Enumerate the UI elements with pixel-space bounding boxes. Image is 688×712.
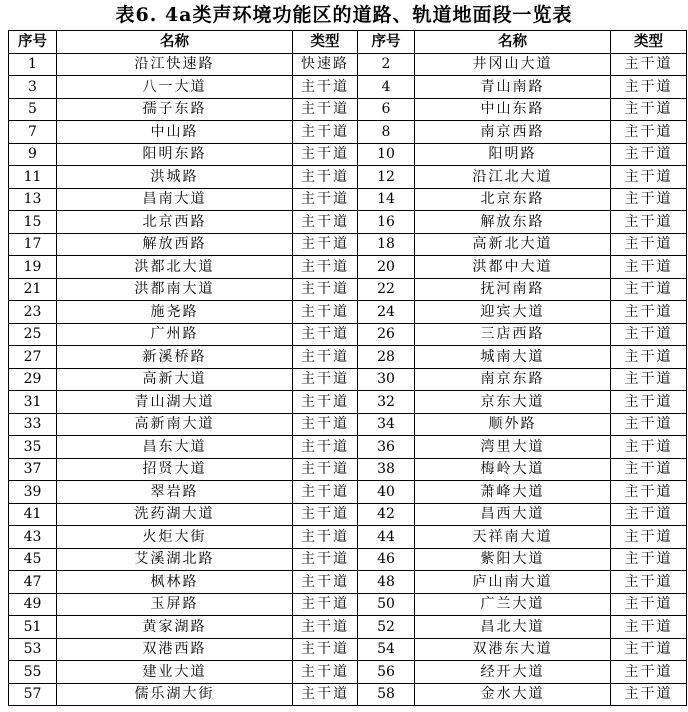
table-row	[9, 323, 687, 346]
header-name-right: 名称	[415, 31, 611, 54]
road-name-left: 北京西路	[57, 211, 293, 234]
table-row	[9, 593, 687, 616]
table-row	[9, 98, 687, 121]
road-name-left: 高新大道	[57, 368, 293, 391]
road-name-right: 广兰大道	[415, 593, 611, 616]
road-number-left: 55	[9, 661, 57, 684]
road-name-right: 城南大道	[415, 346, 611, 369]
road-number-right: 10	[358, 143, 415, 166]
road-name-left: 施尧路	[57, 301, 293, 324]
road-number-right: 34	[358, 413, 415, 436]
road-name-right: 萧峰大道	[415, 481, 611, 504]
road-number-right: 38	[358, 458, 415, 481]
road-name-left: 双港西路	[57, 638, 293, 661]
road-type-left: 主干道	[293, 503, 358, 526]
road-number-right: 48	[358, 571, 415, 594]
road-name-left: 孺子东路	[57, 98, 293, 121]
road-type-right: 主干道	[611, 481, 687, 504]
road-type-right: 主干道	[611, 188, 687, 211]
road-type-left: 主干道	[293, 436, 358, 459]
road-type-left: 主干道	[293, 346, 358, 369]
table-row	[9, 166, 687, 189]
road-type-left: 主干道	[293, 278, 358, 301]
road-number-right: 6	[358, 98, 415, 121]
road-type-right: 主干道	[611, 593, 687, 616]
road-type-right: 主干道	[611, 323, 687, 346]
table-row	[9, 188, 687, 211]
header-number-left: 序号	[9, 31, 57, 54]
road-name-right: 青山南路	[415, 76, 611, 99]
table-row	[9, 53, 687, 76]
road-name-left: 儒乐湖大街	[57, 683, 293, 706]
road-number-right: 44	[358, 526, 415, 549]
road-number-left: 29	[9, 368, 57, 391]
table-row	[9, 121, 687, 144]
road-name-left: 新溪桥路	[57, 346, 293, 369]
road-number-right: 58	[358, 683, 415, 706]
road-number-left: 3	[9, 76, 57, 99]
road-type-right: 主干道	[611, 661, 687, 684]
table-row	[9, 76, 687, 99]
road-type-right: 主干道	[611, 436, 687, 459]
table-row	[9, 143, 687, 166]
table-row	[9, 368, 687, 391]
road-number-right: 52	[358, 616, 415, 639]
road-type-left: 主干道	[293, 391, 358, 414]
header-type-right: 类型	[611, 31, 687, 54]
table-row	[9, 571, 687, 594]
road-name-right: 双港东大道	[415, 638, 611, 661]
table-row	[9, 458, 687, 481]
road-name-right: 顺外路	[415, 413, 611, 436]
road-type-right: 主干道	[611, 368, 687, 391]
road-name-right: 阳明路	[415, 143, 611, 166]
road-number-left: 35	[9, 436, 57, 459]
road-type-left: 主干道	[293, 256, 358, 279]
table-row	[9, 683, 687, 706]
road-number-right: 8	[358, 121, 415, 144]
road-type-right: 主干道	[611, 458, 687, 481]
table-row	[9, 256, 687, 279]
road-number-right: 26	[358, 323, 415, 346]
road-number-left: 37	[9, 458, 57, 481]
road-type-left: 主干道	[293, 683, 358, 706]
road-type-left: 主干道	[293, 368, 358, 391]
road-name-left: 青山湖大道	[57, 391, 293, 414]
road-number-left: 57	[9, 683, 57, 706]
road-number-right: 22	[358, 278, 415, 301]
road-number-left: 9	[9, 143, 57, 166]
road-type-right: 主干道	[611, 53, 687, 76]
road-name-left: 枫林路	[57, 571, 293, 594]
table-row	[9, 391, 687, 414]
road-name-right: 经开大道	[415, 661, 611, 684]
road-name-right: 中山东路	[415, 98, 611, 121]
road-type-left: 主干道	[293, 188, 358, 211]
road-number-left: 15	[9, 211, 57, 234]
road-type-left: 主干道	[293, 98, 358, 121]
road-type-left: 主干道	[293, 616, 358, 639]
road-name-left: 沿江快速路	[57, 53, 293, 76]
road-name-right: 湾里大道	[415, 436, 611, 459]
road-type-right: 主干道	[611, 683, 687, 706]
road-number-left: 49	[9, 593, 57, 616]
road-name-left: 广州路	[57, 323, 293, 346]
road-type-right: 主干道	[611, 211, 687, 234]
road-name-left: 玉屏路	[57, 593, 293, 616]
table-row	[9, 436, 687, 459]
road-number-right: 42	[358, 503, 415, 526]
road-name-right: 梅岭大道	[415, 458, 611, 481]
road-number-left: 33	[9, 413, 57, 436]
road-name-left: 翠岩路	[57, 481, 293, 504]
road-type-left: 主干道	[293, 458, 358, 481]
road-type-right: 主干道	[611, 548, 687, 571]
road-number-left: 13	[9, 188, 57, 211]
road-number-right: 20	[358, 256, 415, 279]
road-name-left: 中山路	[57, 121, 293, 144]
road-name-left: 建业大道	[57, 661, 293, 684]
table-row	[9, 278, 687, 301]
road-number-left: 39	[9, 481, 57, 504]
road-type-left: 主干道	[293, 638, 358, 661]
road-type-right: 主干道	[611, 301, 687, 324]
table-row	[9, 616, 687, 639]
road-name-right: 金水大道	[415, 683, 611, 706]
road-name-left: 洗药湖大道	[57, 503, 293, 526]
table-row	[9, 661, 687, 684]
road-number-right: 30	[358, 368, 415, 391]
road-name-left: 解放西路	[57, 233, 293, 256]
road-name-left: 洪都南大道	[57, 278, 293, 301]
road-name-right: 北京东路	[415, 188, 611, 211]
table-row	[9, 211, 687, 234]
table-title: 表6. 4a类声环境功能区的道路、轨道地面段一览表	[115, 4, 573, 26]
road-number-left: 51	[9, 616, 57, 639]
table-row	[9, 301, 687, 324]
road-name-left: 火炬大街	[57, 526, 293, 549]
road-number-right: 50	[358, 593, 415, 616]
road-number-left: 1	[9, 53, 57, 76]
road-name-right: 昌西大道	[415, 503, 611, 526]
road-number-right: 36	[358, 436, 415, 459]
road-type-left: 主干道	[293, 211, 358, 234]
road-type-right: 主干道	[611, 256, 687, 279]
table-row	[9, 413, 687, 436]
road-name-right: 三店西路	[415, 323, 611, 346]
road-name-left: 阳明东路	[57, 143, 293, 166]
road-number-right: 40	[358, 481, 415, 504]
road-name-right: 高新北大道	[415, 233, 611, 256]
road-type-left: 主干道	[293, 301, 358, 324]
road-type-left: 主干道	[293, 323, 358, 346]
road-type-right: 主干道	[611, 233, 687, 256]
road-type-left: 快速路	[293, 53, 358, 76]
road-number-left: 41	[9, 503, 57, 526]
road-number-left: 23	[9, 301, 57, 324]
road-type-right: 主干道	[611, 391, 687, 414]
road-number-left: 45	[9, 548, 57, 571]
table-row	[9, 638, 687, 661]
header-name-left: 名称	[57, 31, 293, 54]
road-name-right: 洪都中大道	[415, 256, 611, 279]
road-number-right: 4	[358, 76, 415, 99]
road-name-right: 天祥南大道	[415, 526, 611, 549]
table-body	[9, 53, 687, 706]
road-name-left: 招贤大道	[57, 458, 293, 481]
road-number-left: 31	[9, 391, 57, 414]
road-number-right: 16	[358, 211, 415, 234]
road-number-left: 19	[9, 256, 57, 279]
road-name-left: 昌南大道	[57, 188, 293, 211]
road-number-left: 7	[9, 121, 57, 144]
road-name-right: 解放东路	[415, 211, 611, 234]
road-name-left: 黄家湖路	[57, 616, 293, 639]
road-type-left: 主干道	[293, 481, 358, 504]
road-name-right: 昌北大道	[415, 616, 611, 639]
road-name-left: 洪都北大道	[57, 256, 293, 279]
road-number-left: 53	[9, 638, 57, 661]
road-type-right: 主干道	[611, 98, 687, 121]
road-type-left: 主干道	[293, 548, 358, 571]
road-number-left: 43	[9, 526, 57, 549]
road-number-right: 18	[358, 233, 415, 256]
road-name-left: 高新南大道	[57, 413, 293, 436]
road-type-right: 主干道	[611, 278, 687, 301]
header-type-left: 类型	[293, 31, 358, 54]
table-row	[9, 526, 687, 549]
header-number-right: 序号	[358, 31, 415, 54]
road-number-right: 12	[358, 166, 415, 189]
road-type-left: 主干道	[293, 571, 358, 594]
road-number-right: 14	[358, 188, 415, 211]
table-row	[9, 481, 687, 504]
road-name-right: 紫阳大道	[415, 548, 611, 571]
road-type-right: 主干道	[611, 121, 687, 144]
road-type-left: 主干道	[293, 233, 358, 256]
road-type-right: 主干道	[611, 638, 687, 661]
road-number-right: 28	[358, 346, 415, 369]
road-number-right: 32	[358, 391, 415, 414]
road-number-left: 17	[9, 233, 57, 256]
road-name-left: 昌东大道	[57, 436, 293, 459]
road-name-left: 八一大道	[57, 76, 293, 99]
road-number-left: 5	[9, 98, 57, 121]
road-type-left: 主干道	[293, 413, 358, 436]
road-type-right: 主干道	[611, 166, 687, 189]
roads-table	[8, 30, 687, 706]
road-name-right: 南京东路	[415, 368, 611, 391]
road-name-right: 沿江北大道	[415, 166, 611, 189]
road-name-right: 京东大道	[415, 391, 611, 414]
road-number-left: 21	[9, 278, 57, 301]
road-number-right: 2	[358, 53, 415, 76]
road-type-right: 主干道	[611, 76, 687, 99]
table-row	[9, 548, 687, 571]
road-name-right: 迎宾大道	[415, 301, 611, 324]
road-number-right: 24	[358, 301, 415, 324]
road-name-right: 井冈山大道	[415, 53, 611, 76]
table-row	[9, 346, 687, 369]
road-type-left: 主干道	[293, 593, 358, 616]
road-number-left: 25	[9, 323, 57, 346]
road-type-right: 主干道	[611, 571, 687, 594]
road-type-right: 主干道	[611, 616, 687, 639]
table-row	[9, 503, 687, 526]
road-number-left: 47	[9, 571, 57, 594]
road-type-right: 主干道	[611, 526, 687, 549]
table-row	[9, 233, 687, 256]
road-type-right: 主干道	[611, 503, 687, 526]
road-number-right: 54	[358, 638, 415, 661]
road-type-right: 主干道	[611, 346, 687, 369]
road-type-right: 主干道	[611, 143, 687, 166]
road-type-left: 主干道	[293, 76, 358, 99]
header-row	[9, 31, 687, 54]
road-type-left: 主干道	[293, 143, 358, 166]
road-number-left: 27	[9, 346, 57, 369]
road-name-left: 艾溪湖北路	[57, 548, 293, 571]
road-type-right: 主干道	[611, 413, 687, 436]
road-type-left: 主干道	[293, 661, 358, 684]
road-name-right: 庐山南大道	[415, 571, 611, 594]
road-number-left: 11	[9, 166, 57, 189]
road-name-right: 抚河南路	[415, 278, 611, 301]
road-type-left: 主干道	[293, 121, 358, 144]
road-number-right: 56	[358, 661, 415, 684]
road-number-right: 46	[358, 548, 415, 571]
road-name-right: 南京西路	[415, 121, 611, 144]
road-name-left: 洪城路	[57, 166, 293, 189]
road-type-left: 主干道	[293, 166, 358, 189]
road-type-left: 主干道	[293, 526, 358, 549]
